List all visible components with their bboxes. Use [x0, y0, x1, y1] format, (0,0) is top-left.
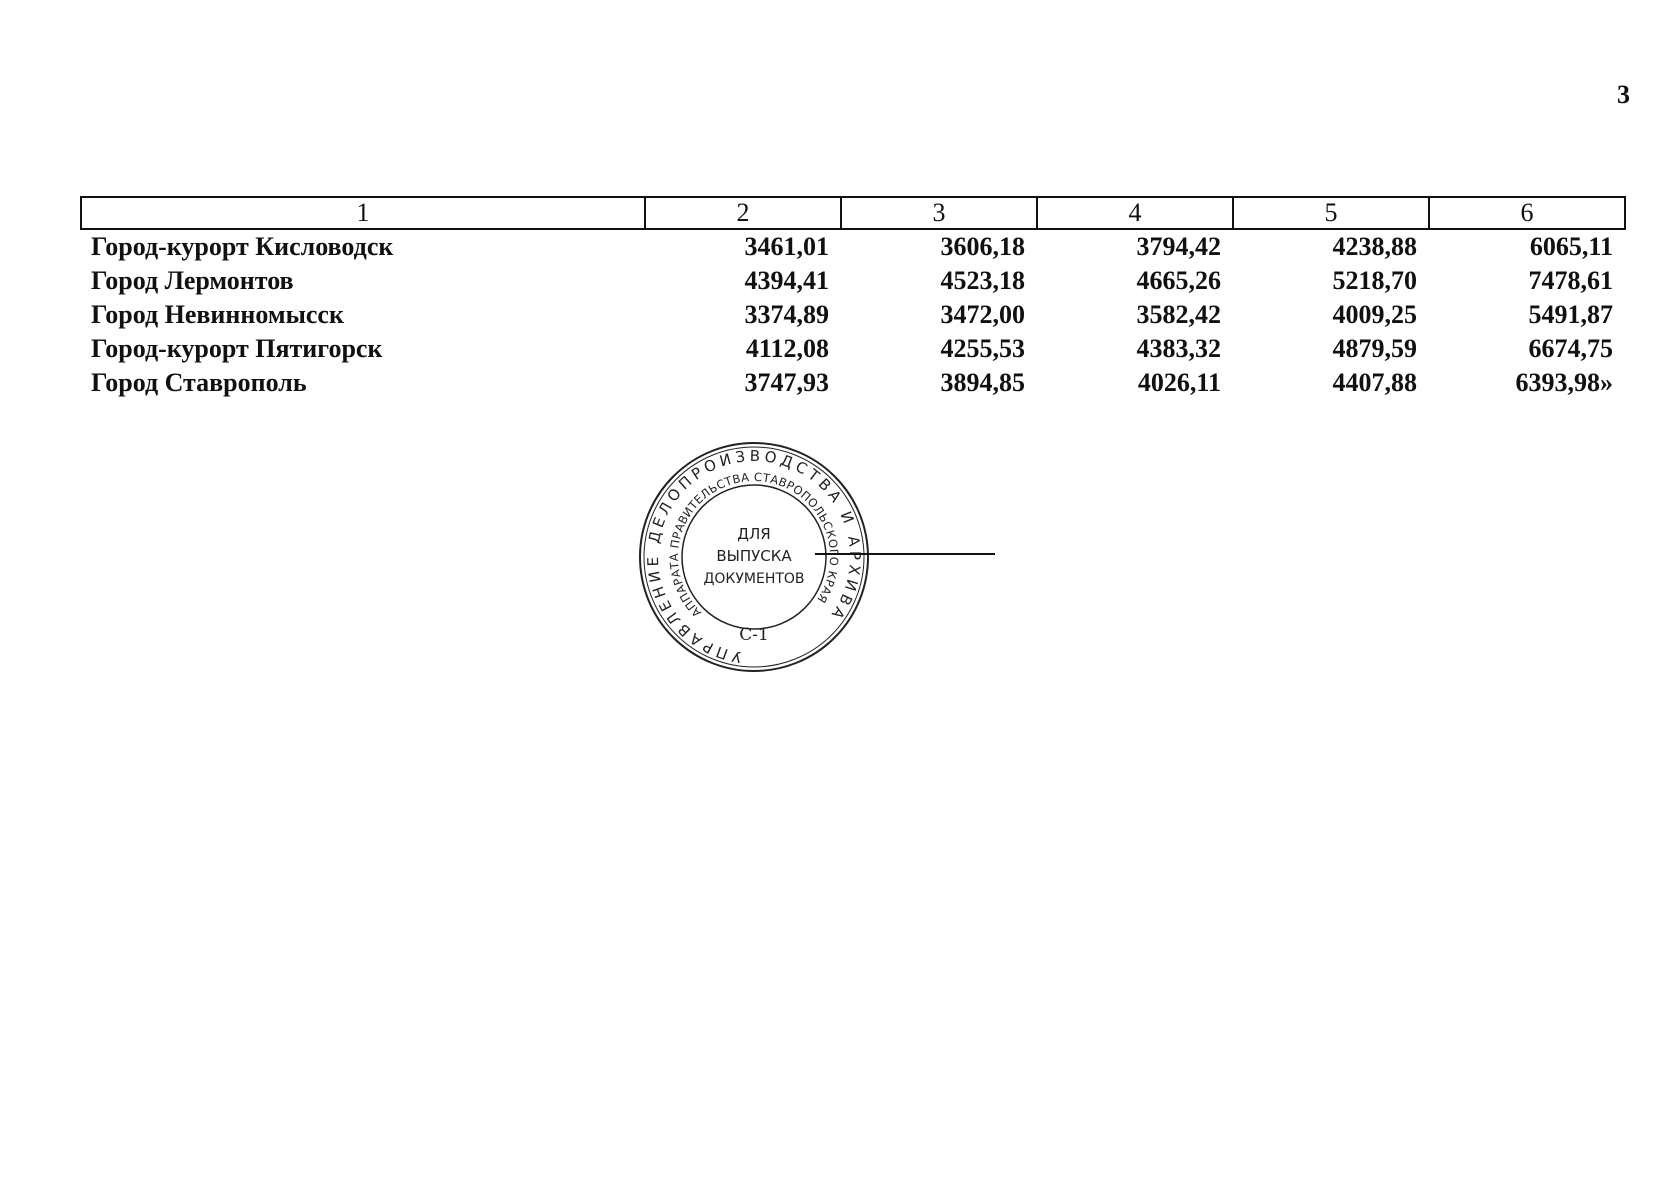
value-cell: 3794,42: [1136, 232, 1221, 261]
city-name-cell: Город-курорт Пятигорск: [91, 334, 383, 363]
official-stamp: [637, 440, 871, 674]
table-row: [81, 264, 1625, 298]
value-cell: 3374,89: [744, 300, 829, 329]
stamp-code: С-1: [739, 625, 769, 645]
data-table: [80, 196, 1626, 400]
stamp-center-line-2: ВЫПУСКА: [716, 547, 792, 565]
value-cell: 3582,42: [1136, 300, 1221, 329]
value-cell: 3747,93: [744, 368, 829, 397]
stamp-inner-text-path: АППАРАТА ПРАВИТЕЛЬСТВА СТАВРОПОЛЬСКОГО КРАЯ: [666, 469, 842, 621]
stamp-outer-text-path: УПРАВЛЕНИЕ ДЕЛОПРОИЗВОДСТВА И АРХИВА: [643, 446, 865, 667]
value-cell: 3461,01: [744, 232, 829, 261]
value-cell: 6065,11: [1529, 232, 1613, 261]
column-number-header: 4: [1037, 197, 1233, 229]
signature-line: [815, 553, 995, 555]
table-row: [81, 298, 1625, 332]
value-cell: 4879,59: [1332, 334, 1417, 363]
table-header-row: [81, 197, 1625, 229]
stamp-center-line-1: ДЛЯ: [737, 525, 771, 543]
value-cell: 4255,53: [940, 334, 1025, 363]
value-cell: 5218,70: [1332, 266, 1417, 295]
value-cell: 3894,85: [940, 368, 1025, 397]
value-cell: 4383,32: [1136, 334, 1221, 363]
value-cell: 5491,87: [1528, 300, 1613, 329]
city-name-cell: Город Ставрополь: [91, 368, 307, 397]
value-cell: 4112,08: [745, 334, 829, 363]
value-cell: 4394,41: [744, 266, 829, 295]
value-cell: 4407,88: [1332, 368, 1417, 397]
value-cell: 3472,00: [940, 300, 1025, 329]
stamp-center-line-3: ДОКУМЕНТОВ: [703, 571, 805, 587]
value-cell: 6674,75: [1528, 334, 1613, 363]
table-row: [81, 229, 1625, 264]
value-cell: 4009,25: [1332, 300, 1417, 329]
column-number-header: 2: [645, 197, 841, 229]
value-cell: 7478,61: [1528, 266, 1613, 295]
value-cell: 4665,26: [1136, 266, 1221, 295]
column-number-header: 5: [1233, 197, 1429, 229]
value-cell: 4026,11: [1137, 368, 1221, 397]
value-cell: 3606,18: [940, 232, 1025, 261]
value-cell: 4238,88: [1332, 232, 1417, 261]
city-name-cell: Город Лермонтов: [91, 266, 294, 295]
column-number-header: 3: [841, 197, 1037, 229]
city-name-cell: Город Невинномысск: [91, 300, 344, 329]
page-number: 3: [1617, 80, 1630, 109]
stamp-inner-text: [667, 470, 841, 620]
table-row: [81, 366, 1625, 400]
city-name-cell: Город-курорт Кисловодск: [91, 232, 394, 261]
column-number-header: 1: [81, 197, 645, 229]
value-cell: 4523,18: [940, 266, 1025, 295]
value-cell: 6393,98»: [1515, 368, 1613, 397]
table-row: [81, 332, 1625, 366]
column-number-header: 6: [1429, 197, 1625, 229]
